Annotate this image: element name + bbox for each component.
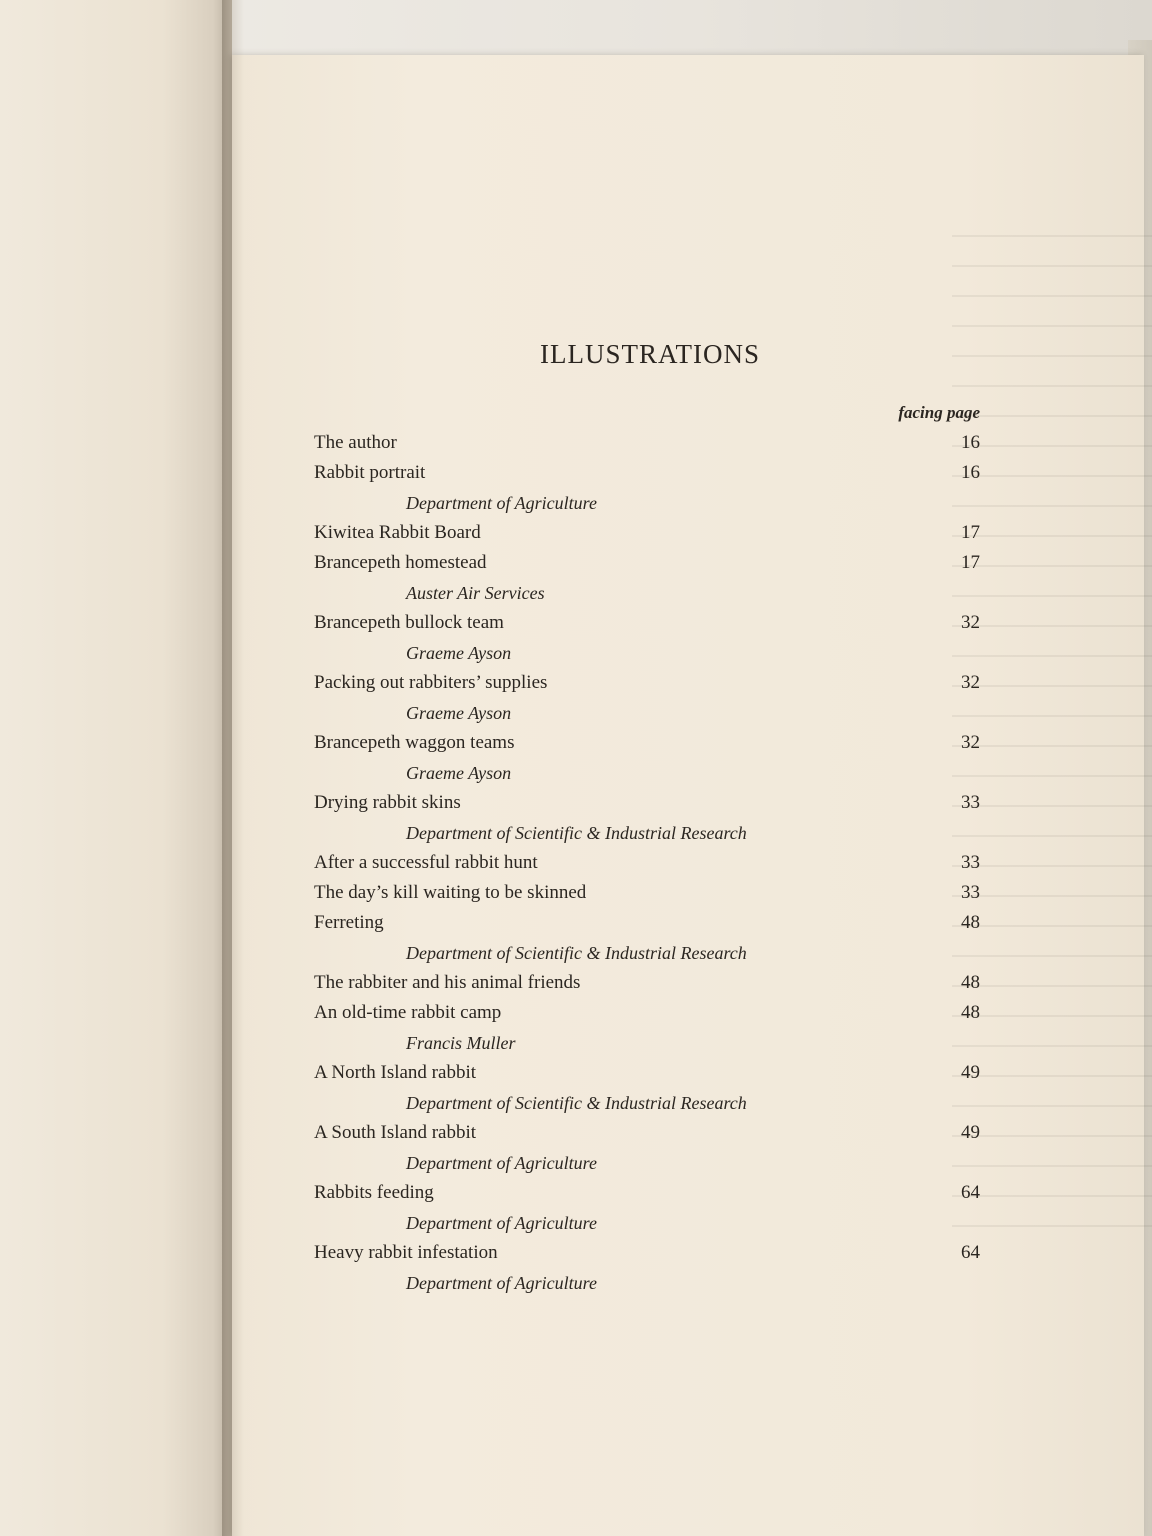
illustration-caption: Rabbit portrait (314, 462, 426, 483)
page-number: 33 (961, 882, 980, 903)
list-item (314, 1238, 980, 1268)
page-number: 17 (961, 522, 980, 543)
photo-credit: Graeme Ayson (406, 763, 512, 783)
list-item (314, 998, 980, 1028)
page-number: 17 (961, 552, 980, 573)
photo-credit: Department of Agriculture (406, 1213, 597, 1233)
page-number: 64 (961, 1182, 980, 1203)
illustration-caption: A South Island rabbit (314, 1122, 477, 1143)
page-number: 49 (961, 1062, 980, 1083)
list-item (314, 428, 980, 458)
facing-page-header: facing page (898, 403, 980, 422)
list-item (314, 878, 980, 908)
photo-credit: Graeme Ayson (406, 643, 512, 663)
illustration-caption: Brancepeth waggon teams (314, 732, 515, 753)
illustration-caption: An old-time rabbit camp (314, 1002, 502, 1023)
photo-credit: Graeme Ayson (406, 703, 512, 723)
illustration-caption: A North Island rabbit (314, 1062, 477, 1083)
page-number: 48 (961, 972, 980, 993)
page-number: 64 (961, 1242, 980, 1263)
photo-credit: Department of Scientific & Industrial Research (406, 943, 747, 963)
illustration-caption: Kiwitea Rabbit Board (314, 522, 481, 543)
page-number: 48 (961, 912, 980, 933)
list-item (314, 1118, 980, 1148)
photo-credit: Department of Agriculture (406, 1273, 597, 1293)
illustration-caption: Rabbits feeding (314, 1182, 434, 1203)
page-number: 32 (961, 732, 980, 753)
photo-credit: Department of Agriculture (406, 493, 597, 513)
list-item (314, 668, 980, 698)
page-number: 16 (961, 432, 980, 453)
illustration-caption: Heavy rabbit infestation (314, 1242, 498, 1263)
list-item (314, 788, 980, 818)
illustration-caption: After a successful rabbit hunt (314, 852, 538, 873)
illustrations-list (314, 334, 980, 1298)
photo-credit: Francis Muller (406, 1033, 516, 1053)
list-item (314, 728, 980, 758)
page-number: 32 (961, 672, 980, 693)
show-through-text (952, 235, 1152, 1235)
illustration-caption: Ferreting (314, 912, 384, 933)
list-item (314, 458, 980, 488)
illustration-caption: The rabbiter and his animal friends (314, 972, 581, 993)
illustration-caption: Packing out rabbiters’ supplies (314, 672, 548, 693)
illustration-caption: The day’s kill waiting to be skinned (314, 882, 587, 903)
list-item (314, 908, 980, 938)
list-item (314, 848, 980, 878)
page-number: 49 (961, 1122, 980, 1143)
list-item (314, 1058, 980, 1088)
list-item (314, 548, 980, 578)
left-page (0, 0, 232, 1536)
photo-credit: Auster Air Services (406, 583, 545, 603)
list-item (314, 608, 980, 638)
page-number: 48 (961, 1002, 980, 1023)
page-number: 32 (961, 612, 980, 633)
page-number: 33 (961, 852, 980, 873)
page-title: ILLUSTRATIONS (540, 339, 760, 369)
entries-container (314, 428, 980, 1298)
list-item (314, 1178, 980, 1208)
photo-credit: Department of Agriculture (406, 1153, 597, 1173)
list-item (314, 968, 980, 998)
illustration-caption: Brancepeth bullock team (314, 612, 504, 633)
photo-credit: Department of Scientific & Industrial Research (406, 1093, 747, 1113)
page-number: 33 (961, 792, 980, 813)
illustration-caption: Drying rabbit skins (314, 792, 461, 813)
illustration-caption: Brancepeth homestead (314, 552, 487, 573)
illustration-caption: The author (314, 432, 397, 453)
photo-credit: Department of Scientific & Industrial Research (406, 823, 747, 843)
book-gutter (222, 0, 244, 1536)
list-item (314, 518, 980, 548)
page-number: 16 (961, 462, 980, 483)
